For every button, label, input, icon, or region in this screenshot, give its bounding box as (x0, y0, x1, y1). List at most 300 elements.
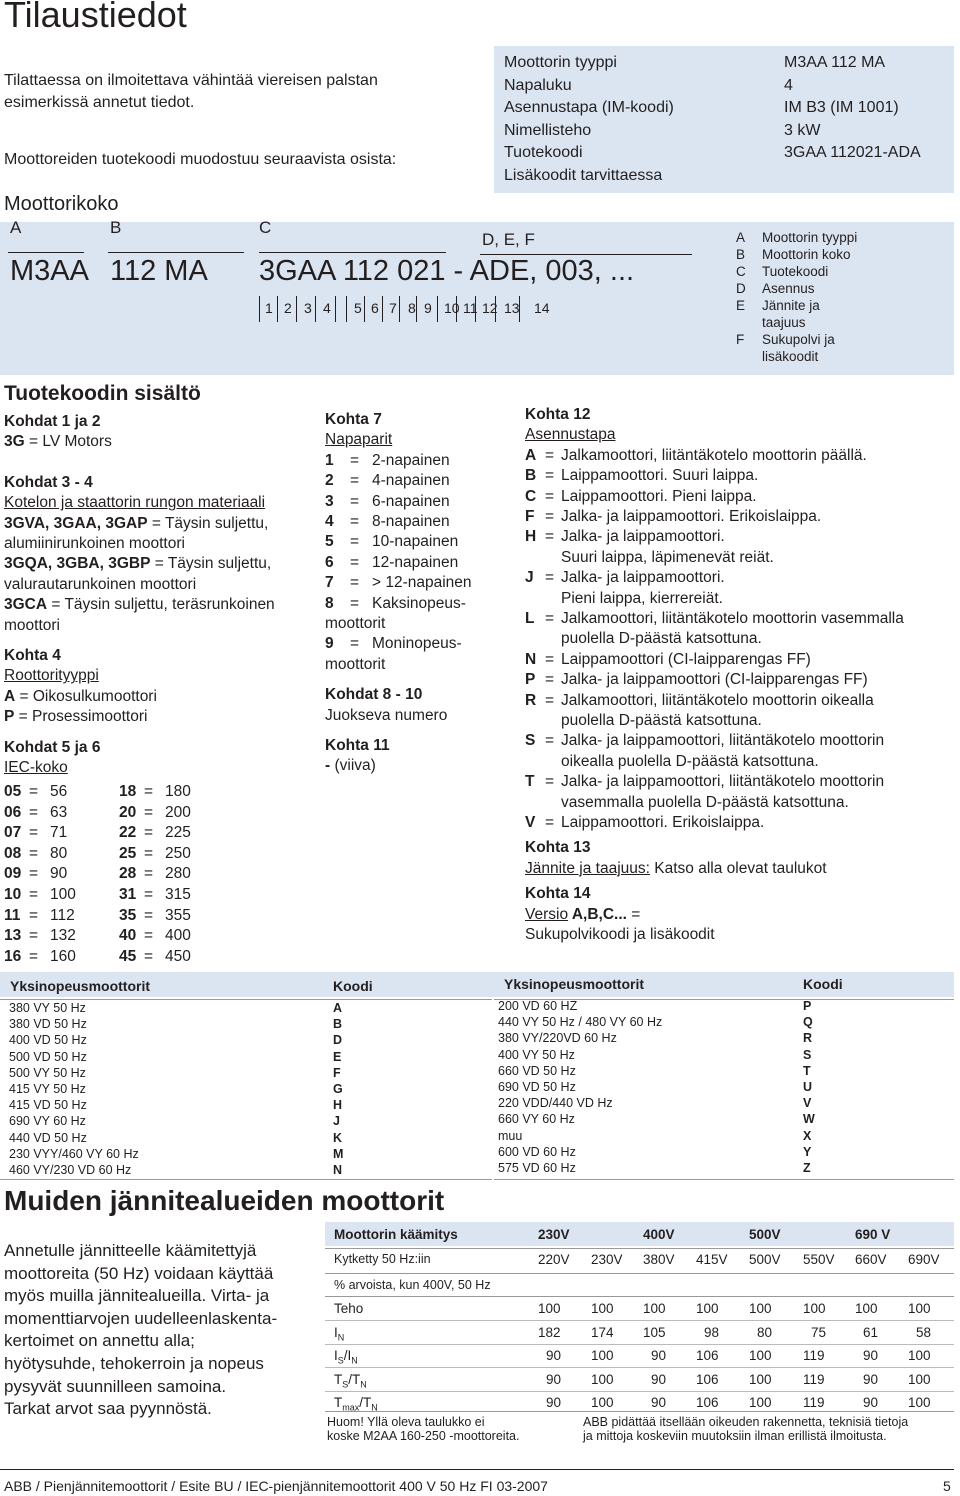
voltage-code: K (333, 1130, 343, 1145)
mount-code: S (525, 732, 536, 750)
pole-code: 6 (325, 553, 334, 571)
iec-code: 10 (4, 886, 22, 903)
position-number: 1 (265, 300, 273, 316)
example-row (504, 120, 949, 143)
mount-value-cont: puolella D-päästä katsottuna. (561, 711, 762, 729)
voltage-right-heading: Yksinopeusmoottorit (504, 976, 645, 992)
other-text-line: myös muilla jännitealueilla. Virta- ja (4, 1286, 270, 1306)
voltage-value: 575 VD 60 Hz (498, 1161, 576, 1175)
voltage-code: A (333, 1001, 343, 1015)
mount-eq: = (545, 487, 555, 505)
iec-value: 355 (165, 906, 191, 924)
voltage-value: 400 VY 50 Hz (498, 1047, 575, 1062)
label-sub: S (337, 1355, 344, 1366)
iec-row (119, 947, 229, 967)
voltage-value: 380 VY 50 Hz (9, 1001, 86, 1015)
iec-eq: = (144, 947, 154, 965)
voltage-value: 660 VY 60 Hz (498, 1112, 575, 1127)
mount-line (525, 609, 955, 629)
mount-eq: = (545, 691, 555, 709)
winding-row-label (334, 1372, 367, 1390)
pole-row (325, 451, 510, 471)
legend-row (736, 280, 946, 297)
pole-value: 8-napainen (372, 512, 450, 530)
iec-value: 400 (165, 927, 191, 945)
pole-value: 2-napainen (372, 451, 450, 469)
part-b: 112 MA (110, 255, 208, 287)
example-label: Lisäkoodit tarvittaessa (504, 166, 663, 184)
iec-value: 200 (165, 803, 191, 821)
iec-code: 22 (119, 824, 137, 842)
mount-eq: = (545, 609, 555, 627)
iec-code: 16 (4, 947, 22, 965)
iec-code: 07 (4, 824, 22, 842)
iec-value: 160 (50, 947, 76, 965)
mount-row (525, 609, 955, 650)
mount-value: Jalkamoottori, liitäntäkotelo moottorin oikealla (561, 691, 874, 709)
winding-value: 100 (538, 1301, 561, 1316)
winding-value: 90 (651, 1371, 667, 1387)
pole-value: 12-napainen (372, 553, 459, 571)
page-title: Tilaustiedot (4, 0, 187, 35)
mount-code: J (525, 569, 534, 587)
legend-value: Moottorin tyyppi (762, 230, 858, 245)
winding-value: 100 (591, 1348, 614, 1364)
position-separator (259, 296, 260, 322)
pole-eq: = (350, 594, 360, 612)
winding-row-label (334, 1301, 363, 1316)
iec-eq: = (144, 886, 154, 903)
winding-value: 98 (704, 1324, 720, 1340)
mount-code: H (525, 528, 537, 546)
position-number: 13 (504, 300, 520, 316)
position-separator (416, 296, 417, 322)
pole-row (325, 512, 510, 532)
winding-value: 100 (749, 1371, 772, 1387)
pole-code: 1 (325, 451, 334, 469)
iec-row (119, 782, 229, 802)
iec-eq: = (29, 803, 39, 821)
mount-row (525, 487, 955, 507)
voltage-value: 200 VD 60 HZ (498, 999, 578, 1013)
mount-line (525, 772, 955, 792)
label-sub2: N (360, 1379, 367, 1390)
voltage-right-table (0, 999, 960, 1179)
pole-eq: = (350, 553, 360, 571)
iec-value: 132 (50, 927, 76, 945)
part-c: 3GAA 112 021 - ADE, 003, ... (259, 255, 635, 287)
mount-eq: = (545, 507, 555, 525)
mount-value: Laippamoottori. Erikoislaippa. (561, 813, 765, 831)
legend-value: Jännite ja taajuus (762, 298, 820, 330)
example-label: Tuotekoodi (504, 144, 583, 161)
voltage-value: 380 VY/220VD 60 Hz (498, 1031, 617, 1046)
voltage-code: W (803, 1112, 815, 1127)
voltage-value: 440 VY 50 Hz / 480 VY 60 Hz (498, 1015, 663, 1030)
mount-value: Jalka- ja laippamoottori, liitäntäkotelo moottorin (561, 773, 885, 791)
position-separator (346, 296, 347, 322)
mount-value: Jalka- ja laippamoottori. Erikoislaippa. (561, 507, 822, 525)
winding-conn-label: Kytketty 50 Hz:iin (334, 1252, 431, 1266)
mount-row (525, 731, 955, 772)
voltage-code: G (333, 1082, 343, 1096)
iec-eq: = (144, 844, 154, 862)
voltage-value: 600 VD 60 Hz (498, 1144, 576, 1159)
winding-rule (325, 1296, 954, 1297)
legend-row (736, 246, 946, 263)
pole-row (325, 492, 510, 512)
voltage-value: 380 VD 50 Hz (9, 1017, 87, 1032)
other-text-line: Annetulle jännitteelle käämitettyjä (4, 1241, 257, 1260)
pole-eq: = (350, 472, 360, 490)
line-c (259, 252, 446, 253)
mount-code: N (525, 650, 537, 668)
other-text-line: pysyvät suunnilleen samoina. (4, 1376, 227, 1396)
label-main: I (334, 1348, 338, 1364)
voltage-code: E (333, 1049, 342, 1064)
mount-value: Jalka- ja laippamoottori, liitäntäkotelo moottorin (561, 732, 885, 750)
other-text-line: Tarkat arvot saa pyynnöstä. (4, 1399, 212, 1419)
winding-rule (325, 1320, 954, 1321)
pole-value: 6-napainen (372, 492, 450, 510)
voltage-value: 460 VY/230 VD 60 Hz (9, 1163, 132, 1177)
label-main2: /I (343, 1348, 352, 1364)
mount-code: A (525, 446, 537, 464)
iec-value: 80 (50, 844, 68, 862)
mount-value-cont: Suuri laippa, läpimenevät reiät. (561, 548, 774, 566)
winding-value: 90 (863, 1395, 879, 1411)
mount-eq: = (545, 671, 555, 689)
winding-head: Moottorin käämitys (334, 1227, 458, 1242)
legend-key: A (736, 230, 746, 245)
pole-value: Kaksinopeus- (372, 594, 466, 612)
winding-voltage: 400V (643, 1227, 675, 1242)
winding-value: 100 (749, 1301, 772, 1316)
pole-row (325, 594, 510, 635)
legend-value: Asennus (762, 281, 815, 296)
part-a: M3AA (10, 255, 89, 287)
position-separator (399, 296, 400, 322)
iec-code: 20 (119, 803, 137, 821)
winding-value: 100 (749, 1348, 772, 1364)
pole-code: 2 (325, 472, 334, 490)
pole-row (325, 553, 510, 573)
pole-line (325, 594, 510, 614)
winding-value: 106 (696, 1395, 719, 1411)
mount-row (525, 691, 955, 732)
winding-value: 100 (643, 1301, 666, 1316)
pole-line (325, 532, 510, 552)
mount-row (525, 466, 955, 486)
mount-line (525, 568, 955, 588)
example-row (504, 97, 949, 120)
winding-rule (325, 1367, 954, 1368)
iec-row (4, 947, 114, 967)
winding-value: 100 (855, 1301, 878, 1316)
mount-code: B (525, 467, 537, 485)
mount-value-cont: oikealla puolella D-päästä katsottuna. (561, 752, 819, 770)
position-number: 14 (534, 300, 550, 316)
pole-code: 7 (325, 574, 334, 592)
winding-conn: 220V (538, 1252, 570, 1267)
mount-value: Jalka- ja laippamoottori (CI-laipparengas FF) (561, 671, 868, 689)
mount-code: C (525, 487, 537, 505)
mount-line (525, 691, 955, 711)
pole-row (325, 634, 510, 675)
iec-code: 11 (4, 906, 21, 924)
iec-row (4, 906, 114, 926)
winding-rule (325, 1344, 954, 1345)
mount-eq: = (545, 650, 555, 668)
winding-rule (325, 1273, 954, 1274)
position-number: 8 (408, 300, 416, 316)
label-sub2: N (351, 1355, 358, 1366)
voltage-value: 690 VD 50 Hz (498, 1080, 576, 1094)
iec-eq: = (144, 865, 154, 883)
legend-row (736, 297, 946, 331)
note-left: Huom! Yllä oleva taulukko ei koske M2AA 160-250 -moottoreita. (327, 1415, 520, 1443)
position-numbers (259, 296, 559, 322)
winding-value: 58 (916, 1324, 932, 1340)
footer-rule (0, 1469, 954, 1470)
pole-value: Moninopeus- (372, 635, 462, 653)
iec-row (4, 782, 114, 802)
position-number: 11 (463, 300, 478, 316)
pole-eq: = (350, 492, 360, 510)
mount-value: Jalkamoottori, liitäntäkotelo moottorin päällä. (561, 446, 867, 464)
mount-code: P (525, 671, 536, 689)
mount-row (525, 446, 955, 466)
legend-value: Moottorin koko (762, 247, 851, 262)
winding-rule (325, 1411, 954, 1412)
label-main: T (334, 1395, 343, 1411)
letter-a: A (10, 218, 22, 237)
winding-conn: 660V (855, 1252, 887, 1267)
voltage-value: 415 VY 50 Hz (9, 1082, 86, 1096)
winding-pct-label: % arvoista, kun 400V, 50 Hz (334, 1278, 491, 1292)
voltage-code: Q (803, 1015, 813, 1030)
iec-code: 40 (119, 927, 137, 945)
winding-value: 106 (696, 1348, 719, 1364)
winding-value: 90 (651, 1395, 667, 1411)
iec-code: 25 (119, 844, 137, 862)
iec-code: 08 (4, 844, 22, 862)
iec-value: 180 (165, 783, 191, 800)
iec-eq: = (144, 906, 154, 924)
mount-code: V (525, 813, 536, 831)
mount-line (525, 446, 955, 466)
label-sub: N (337, 1332, 345, 1343)
winding-voltage: 690 V (855, 1227, 891, 1242)
winding-value: 106 (696, 1371, 719, 1387)
winding-conn: 230V (591, 1252, 623, 1267)
mount-value-cont: puolella D-päästä katsottuna. (561, 630, 762, 648)
voltage-value: muu (498, 1128, 523, 1143)
voltage-code: X (803, 1128, 812, 1143)
legend-key: B (736, 247, 746, 262)
winding-conn: 415V (696, 1252, 728, 1267)
iec-row (4, 926, 114, 946)
example-label: Napaluku (504, 76, 572, 94)
iec-row (119, 803, 229, 823)
label-main: I (334, 1324, 338, 1340)
other-text (4, 1240, 277, 1421)
position-separator (315, 296, 316, 322)
winding-voltage: 230V (538, 1227, 570, 1242)
label-main2: /T (348, 1371, 361, 1387)
iec-value: 225 (165, 824, 191, 842)
iec-eq: = (29, 947, 39, 965)
iec-row (119, 885, 229, 905)
iec-size-list (4, 782, 304, 972)
pole-list (325, 451, 510, 675)
winding-value: 100 (696, 1301, 719, 1316)
legend-key: E (736, 298, 746, 313)
pole-value-cont: moottorit (325, 655, 386, 673)
winding-table (325, 1222, 954, 1412)
winding-value: 119 (803, 1348, 825, 1364)
legend-key: C (736, 264, 746, 279)
position-number: 10 (444, 300, 460, 316)
voltage-value: 500 VY 50 Hz (9, 1065, 86, 1080)
example-row (504, 75, 949, 98)
iec-value: 112 (50, 906, 75, 924)
mount-row (525, 650, 955, 670)
mount-row (525, 670, 955, 690)
voltage-left-heading: Yksinopeusmoottorit (10, 978, 151, 994)
winding-value: 105 (643, 1324, 666, 1340)
other-heading: Muiden jännitealueiden moottorit (4, 1185, 445, 1216)
iec-value: 450 (165, 947, 191, 965)
winding-row-label (334, 1325, 344, 1343)
label-sub2: N (371, 1403, 378, 1414)
winding-value: 61 (863, 1324, 879, 1340)
iec-eq: = (29, 865, 39, 883)
pole-line (325, 573, 510, 593)
iec-code: 31 (119, 886, 137, 903)
voltage-code: M (333, 1146, 344, 1161)
voltage-code: V (803, 1096, 812, 1111)
iec-row (4, 803, 114, 823)
letter-b: B (110, 218, 122, 237)
voltage-code: H (333, 1098, 343, 1113)
pole-line (325, 553, 510, 573)
pole-value: 4-napainen (372, 472, 450, 490)
position-number: 2 (284, 300, 292, 316)
voltage-code: R (803, 1031, 813, 1046)
legend-key: D (736, 281, 746, 296)
position-number: 3 (304, 300, 312, 316)
pole-value: 10-napainen (372, 533, 459, 551)
voltage-code: J (333, 1114, 340, 1129)
mount-line (525, 670, 955, 690)
mount-code: R (525, 691, 537, 709)
position-number: 9 (424, 300, 432, 316)
iec-eq: = (29, 886, 39, 903)
pole-code: 3 (325, 492, 334, 510)
position-separator (335, 296, 336, 322)
position-number: 5 (354, 300, 362, 316)
winding-conn: 550V (803, 1252, 835, 1267)
mount-eq: = (545, 446, 555, 464)
iec-row (4, 844, 114, 864)
mount-code: T (525, 773, 535, 791)
voltage-value: 500 VD 50 Hz (9, 1049, 87, 1064)
winding-value: 100 (908, 1371, 931, 1387)
pole-line (325, 634, 510, 654)
winding-rule (325, 1248, 954, 1249)
iec-code: 13 (4, 927, 22, 945)
example-label: Asennustapa (IM-koodi) (504, 99, 674, 116)
iec-row (119, 844, 229, 864)
iec-code: 05 (4, 783, 22, 800)
iec-code: 18 (119, 783, 137, 800)
legend-row (736, 331, 946, 365)
label-main: Teho (334, 1301, 364, 1316)
mount-line (525, 731, 955, 751)
mount-row (525, 813, 955, 833)
intro-text: Tilattaessa on ilmoitettava vähintää viereisen palstan esimerkissä annetut tiedot. (4, 72, 378, 111)
winding-value: 90 (863, 1371, 879, 1387)
position-separator (437, 296, 438, 322)
winding-value: 90 (651, 1348, 667, 1364)
other-text-line: momenttiarvojen uudelleenlaskenta- (4, 1308, 278, 1328)
pole-line (325, 512, 510, 532)
iec-code: 45 (119, 947, 137, 965)
example-value: M3AA 112 MA (784, 54, 886, 71)
iec-eq: = (29, 783, 39, 800)
voltage-code: Y (803, 1144, 812, 1159)
mount-value: Jalkamoottori, liitäntäkotelo moottorin vasemmalla (561, 609, 904, 627)
iec-value: 71 (50, 824, 68, 842)
mount-value-cont: vasemmalla puolella D-päästä katsottuna. (561, 793, 849, 811)
iec-row (119, 864, 229, 884)
label-sub: max (342, 1403, 360, 1414)
page-number: 5 (943, 1478, 951, 1494)
column-1: Kohdat 1 ja 2 3G = LV Motors Kohdat 3 - 4 Kotelon ja staattorin rungon materiaali 3GVA, 3GAA, 3GAP = Täysin suljettu, alumiinirunkoinen moottori 3GQA, 3GBA, 3GBP = Täysin suljettu, valurautarunkoinen moottori 3GCA = Täysin suljettu, teräsrunkoinen moottori Kohta 4 Roottorityyppi A = Oikosulkumoottori P = Prosessimoottori Kohdat 5 ja 6 IEC-koko (4, 413, 275, 777)
winding-value: 100 (749, 1395, 772, 1411)
winding-value: 100 (591, 1371, 614, 1387)
voltage-value: 220 VDD/440 VD Hz (498, 1096, 613, 1111)
iec-eq: = (144, 824, 154, 842)
example-value: 3GAA 112021-ADA (784, 144, 921, 161)
label-sub: S (342, 1379, 349, 1390)
iec-value: 250 (165, 844, 191, 862)
note-right: ABB pidättää itsellään oikeuden rakennetta, teknisiä tietoja ja mittoja koskeviin muutoksiin ilman erillistä ilmoitusta. (583, 1415, 909, 1443)
iec-row (4, 885, 114, 905)
winding-value: 100 (908, 1395, 931, 1411)
winding-value: 100 (803, 1301, 826, 1316)
iec-eq: = (144, 927, 154, 945)
letter-c: C (259, 218, 272, 237)
mount-value: Laippamoottori. Pieni laippa. (561, 487, 757, 505)
mount-line (525, 650, 955, 670)
pole-code: 9 (325, 635, 334, 653)
legend-value: Tuotekoodi (762, 264, 829, 279)
winding-value: 80 (757, 1324, 773, 1340)
mount-row (525, 507, 955, 527)
winding-voltage: 500V (749, 1227, 781, 1242)
example-value: 4 (784, 76, 793, 94)
winding-value: 119 (803, 1371, 825, 1387)
pole-eq: = (350, 512, 360, 530)
winding-value: 90 (546, 1395, 562, 1411)
code-legend (736, 229, 946, 365)
example-label: Nimellisteho (504, 121, 592, 139)
mount-row (525, 772, 955, 813)
other-text-line: hyötysuhde, tehokerroin ja nopeus (4, 1353, 264, 1373)
voltage-code: Z (803, 1161, 811, 1175)
